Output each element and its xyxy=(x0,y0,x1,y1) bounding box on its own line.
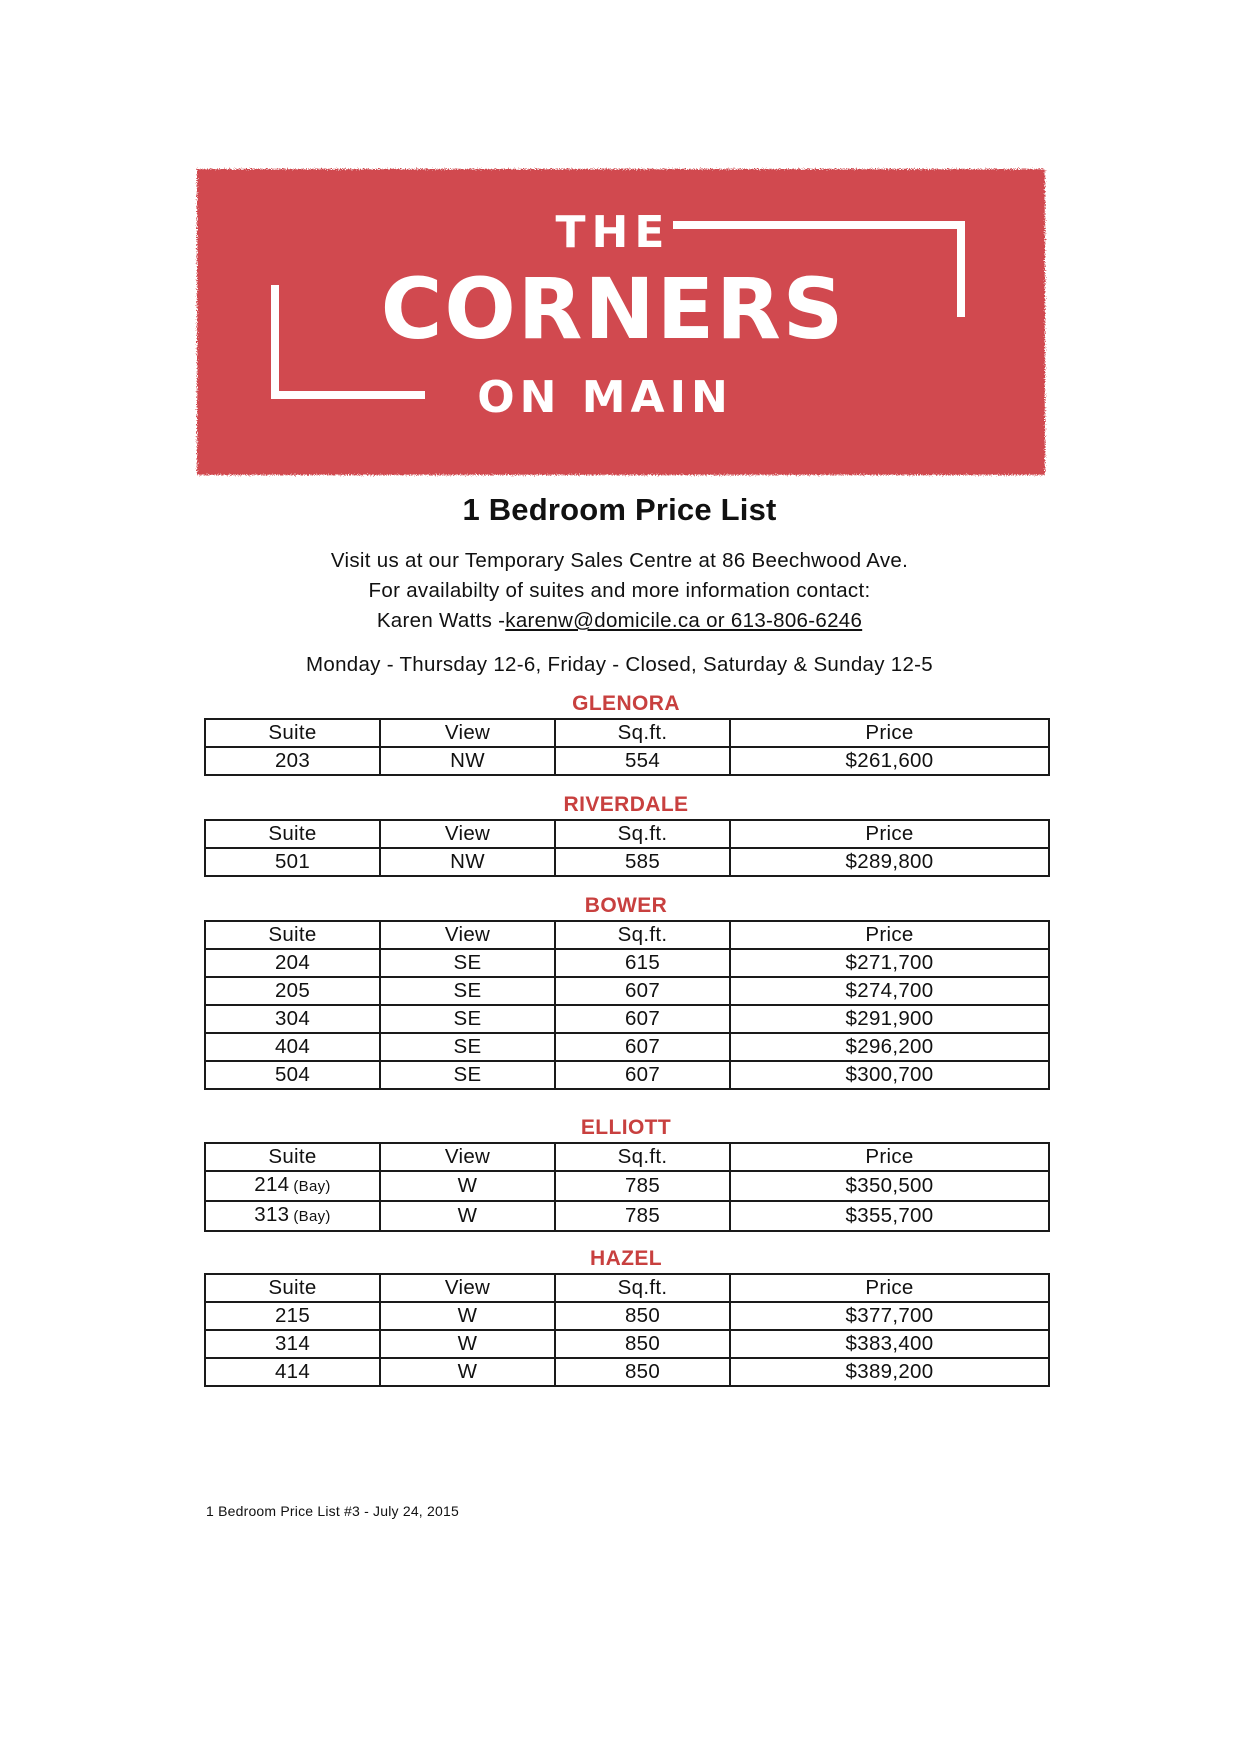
table-row xyxy=(205,848,1049,876)
sqft-cell: 850 xyxy=(555,1330,730,1358)
table-row xyxy=(205,1061,1049,1089)
table-row xyxy=(205,1005,1049,1033)
opening-hours: Monday - Thursday 12-6, Friday - Closed, Saturday & Sunday 12-5 xyxy=(306,653,933,676)
sqft-cell: 607 xyxy=(555,1061,730,1089)
availability-info: For availabilty of suites and more information contact: xyxy=(368,579,871,602)
suite-number: 414 xyxy=(274,1360,311,1383)
view-cell: NW xyxy=(380,747,555,775)
table-header-row xyxy=(205,921,1049,949)
view-cell: W xyxy=(380,1171,555,1201)
table-row xyxy=(205,1358,1049,1386)
sqft-cell: 607 xyxy=(555,1005,730,1033)
sqft-cell: 850 xyxy=(555,1358,730,1386)
price-table xyxy=(204,920,1050,1090)
suite-cell xyxy=(205,1061,380,1089)
footer-note: 1 Bedroom Price List #3 - July 24, 2015 xyxy=(206,1503,459,1519)
table-row xyxy=(205,747,1049,775)
suite-cell xyxy=(205,1302,380,1330)
suite-number: 204 xyxy=(274,951,311,974)
logo-text-on-main: ON MAIN xyxy=(477,372,733,423)
sqft-cell: 607 xyxy=(555,1033,730,1061)
suite-note: (Bay) xyxy=(293,1208,331,1225)
sqft-header: Sq.ft. xyxy=(555,1274,730,1302)
price-cell: $350,500 xyxy=(730,1171,1049,1201)
price-table xyxy=(204,1273,1050,1387)
price-cell: $389,200 xyxy=(730,1358,1049,1386)
price-header: Price xyxy=(730,1274,1049,1302)
section-title: RIVERDALE xyxy=(563,793,689,816)
price-table xyxy=(204,819,1050,877)
contact-name: Karen Watts - xyxy=(376,609,506,632)
price-cell: $300,700 xyxy=(730,1061,1049,1089)
table-row xyxy=(205,1302,1049,1330)
suite-header: Suite xyxy=(205,921,380,949)
price-header: Price xyxy=(730,921,1049,949)
sqft-cell: 607 xyxy=(555,977,730,1005)
suite-number: 404 xyxy=(274,1035,311,1058)
logo-text-the: THE xyxy=(555,207,671,258)
section-bower xyxy=(204,892,1048,1090)
sqft-cell: 785 xyxy=(555,1171,730,1201)
suite-cell xyxy=(205,1201,380,1231)
table-row xyxy=(205,1201,1049,1231)
section-riverdale xyxy=(204,791,1048,877)
sales-centre-info: Visit us at our Temporary Sales Centre at 86 Beechwood Ave. xyxy=(330,549,909,572)
section-title: HAZEL xyxy=(590,1247,662,1270)
suite-number: 313 xyxy=(254,1203,290,1226)
price-header: Price xyxy=(730,719,1049,747)
suite-cell xyxy=(205,1330,380,1358)
sqft-cell: 785 xyxy=(555,1201,730,1231)
suite-number: 205 xyxy=(274,979,311,1002)
view-cell: SE xyxy=(380,1061,555,1089)
contact-link[interactable]: karenw@domicile.ca or 613-806-6246 xyxy=(505,609,863,632)
suite-number: 501 xyxy=(274,850,311,873)
section-title: BOWER xyxy=(584,894,668,917)
suite-number: 314 xyxy=(274,1332,311,1355)
price-cell: $383,400 xyxy=(730,1330,1049,1358)
price-cell: $296,200 xyxy=(730,1033,1049,1061)
view-header: View xyxy=(380,1274,555,1302)
view-cell: W xyxy=(380,1358,555,1386)
table-row xyxy=(205,977,1049,1005)
price-cell: $377,700 xyxy=(730,1302,1049,1330)
view-header: View xyxy=(380,1143,555,1171)
suite-cell xyxy=(205,1358,380,1386)
table-row xyxy=(205,1330,1049,1358)
suite-cell xyxy=(205,1033,380,1061)
section-hazel xyxy=(204,1245,1048,1387)
sqft-cell: 585 xyxy=(555,848,730,876)
contact-info xyxy=(0,606,1239,636)
price-cell: $355,700 xyxy=(730,1201,1049,1231)
sqft-cell: 850 xyxy=(555,1302,730,1330)
price-cell: $261,600 xyxy=(730,747,1049,775)
price-cell: $271,700 xyxy=(730,949,1049,977)
suite-number: 203 xyxy=(274,749,311,772)
price-cell: $291,900 xyxy=(730,1005,1049,1033)
section-elliott xyxy=(204,1114,1048,1232)
suite-header: Suite xyxy=(205,1143,380,1171)
suite-number: 304 xyxy=(274,1007,311,1030)
suite-number: 504 xyxy=(274,1063,311,1086)
table-header-row xyxy=(205,1143,1049,1171)
suite-cell xyxy=(205,1171,380,1201)
suite-header: Suite xyxy=(205,719,380,747)
suite-cell xyxy=(205,949,380,977)
corners-on-main-logo xyxy=(193,165,1049,479)
suite-cell xyxy=(205,747,380,775)
table-row xyxy=(205,1033,1049,1061)
logo-graphic xyxy=(193,165,1049,479)
view-cell: SE xyxy=(380,949,555,977)
suite-note: (Bay) xyxy=(293,1178,331,1195)
sqft-cell: 554 xyxy=(555,747,730,775)
sqft-header: Sq.ft. xyxy=(555,921,730,949)
view-cell: SE xyxy=(380,1033,555,1061)
view-cell: SE xyxy=(380,977,555,1005)
price-table xyxy=(204,718,1050,776)
suite-header: Suite xyxy=(205,1274,380,1302)
table-row xyxy=(205,1171,1049,1201)
suite-number: 215 xyxy=(274,1304,311,1327)
price-cell: $274,700 xyxy=(730,977,1049,1005)
view-header: View xyxy=(380,820,555,848)
logo-text-corners: CORNERS xyxy=(380,260,846,358)
table-header-row xyxy=(205,719,1049,747)
section-title: ELLIOTT xyxy=(580,1116,672,1139)
price-header: Price xyxy=(730,1143,1049,1171)
suite-cell xyxy=(205,1005,380,1033)
view-cell: W xyxy=(380,1302,555,1330)
table-header-row xyxy=(205,820,1049,848)
price-table xyxy=(204,1142,1050,1232)
view-cell: W xyxy=(380,1330,555,1358)
table-row xyxy=(205,949,1049,977)
view-cell: NW xyxy=(380,848,555,876)
sqft-cell: 615 xyxy=(555,949,730,977)
suite-cell xyxy=(205,977,380,1005)
view-cell: SE xyxy=(380,1005,555,1033)
view-header: View xyxy=(380,719,555,747)
price-header: Price xyxy=(730,820,1049,848)
view-header: View xyxy=(380,921,555,949)
section-title: GLENORA xyxy=(572,692,680,715)
suite-cell xyxy=(205,848,380,876)
section-glenora xyxy=(204,690,1048,776)
price-cell: $289,800 xyxy=(730,848,1049,876)
suite-header: Suite xyxy=(205,820,380,848)
sqft-header: Sq.ft. xyxy=(555,1143,730,1171)
page-title: 1 Bedroom Price List xyxy=(462,492,777,527)
sqft-header: Sq.ft. xyxy=(555,820,730,848)
sqft-header: Sq.ft. xyxy=(555,719,730,747)
view-cell: W xyxy=(380,1201,555,1231)
table-header-row xyxy=(205,1274,1049,1302)
suite-number: 214 xyxy=(254,1173,290,1196)
